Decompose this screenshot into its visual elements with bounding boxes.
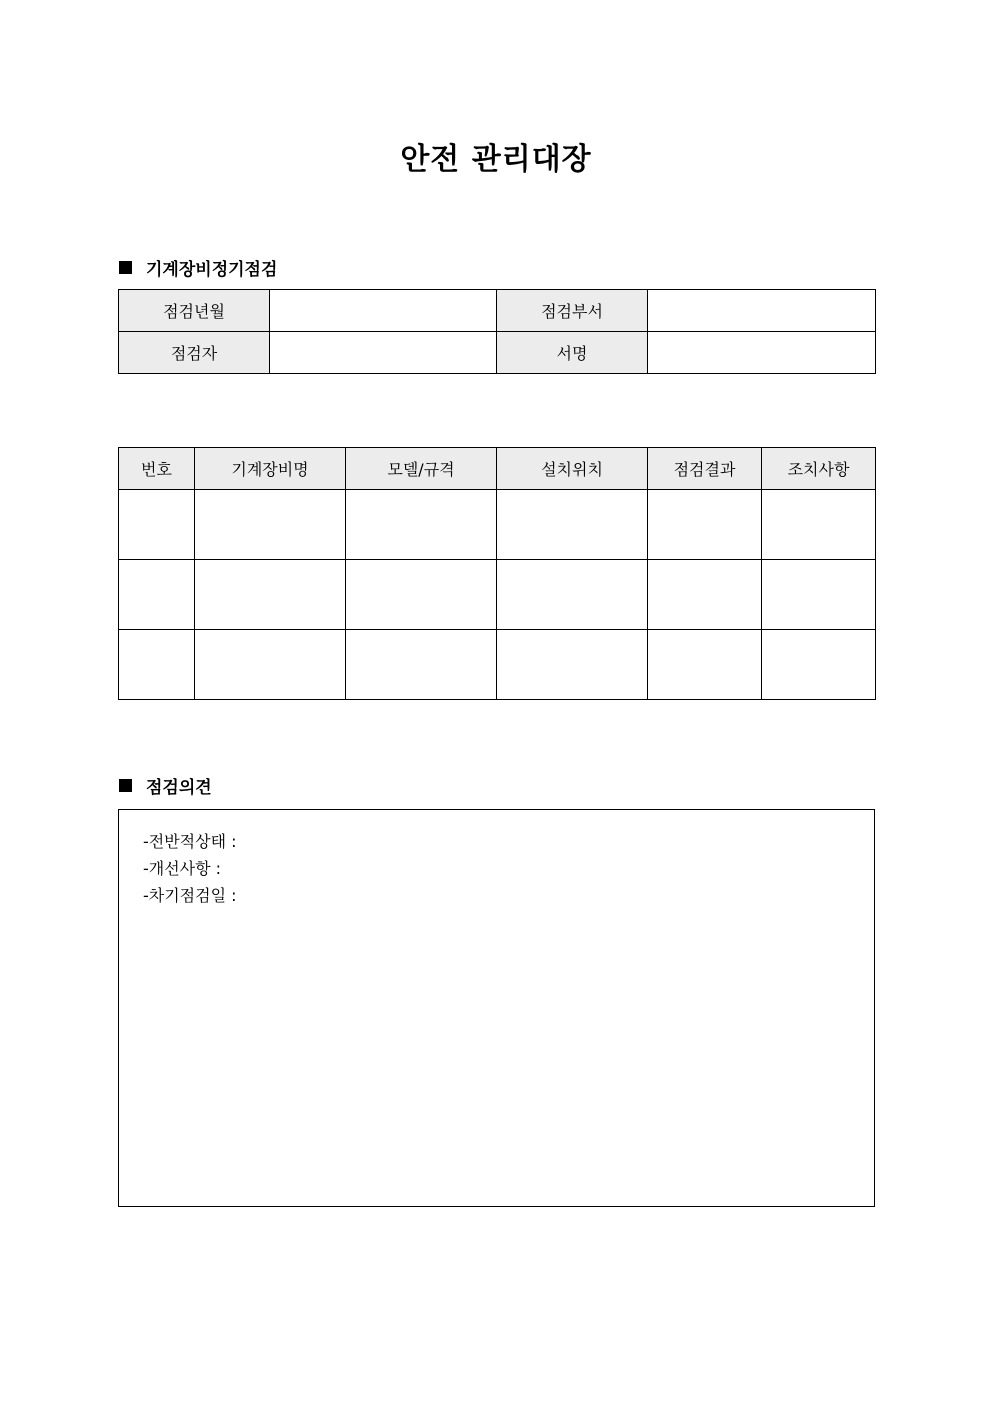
page-title: 안전 관리대장 [400,142,592,177]
section-label: 기계장비정기점검 [146,260,278,280]
table-row [119,290,876,332]
inspection-department-field[interactable] [648,290,876,332]
section-label: 점검의견 [146,778,212,798]
table-cell[interactable] [648,490,762,560]
label-inspector: 점검자 [119,332,270,374]
table-cell[interactable] [195,560,346,630]
table-cell[interactable] [346,560,497,630]
section-heading-inspection [119,255,277,280]
inspection-month-field[interactable] [270,290,497,332]
signature-field[interactable] [648,332,876,374]
label-signature: 서명 [497,332,648,374]
table-cell[interactable] [497,490,648,560]
table-cell[interactable] [762,490,876,560]
equipment-table [118,447,876,700]
column-header-model-spec: 모델/규격 [346,448,497,490]
square-bullet-icon [119,779,132,792]
table-cell[interactable] [119,490,195,560]
table-cell[interactable] [346,490,497,560]
table-cell[interactable] [648,630,762,700]
table-cell[interactable] [497,630,648,700]
table-cell[interactable] [762,630,876,700]
table-cell[interactable] [762,560,876,630]
opinion-line-overall-status: -전반적상태 : [143,832,237,851]
column-header-equipment-name: 기계장비명 [195,448,346,490]
table-row [119,332,876,374]
section-heading-opinion [119,773,212,798]
column-header-action: 조치사항 [762,448,876,490]
opinion-box[interactable] [118,809,875,1207]
column-header-location: 설치위치 [497,448,648,490]
table-cell[interactable] [195,630,346,700]
table-cell[interactable] [497,560,648,630]
table-row [119,630,876,700]
column-header-result: 점검결과 [648,448,762,490]
column-header-number: 번호 [119,448,195,490]
table-cell[interactable] [195,490,346,560]
table-cell[interactable] [648,560,762,630]
table-row [119,560,876,630]
table-cell[interactable] [119,630,195,700]
table-cell[interactable] [119,560,195,630]
table-cell[interactable] [346,630,497,700]
table-row [119,490,876,560]
inspection-info-table [118,289,876,374]
label-inspection-month: 점검년월 [119,290,270,332]
label-inspection-department: 점검부서 [497,290,648,332]
opinion-line-improvements: -개선사항 : [143,859,222,878]
opinion-line-next-inspection-date: -차기점검일 : [143,886,237,905]
inspector-field[interactable] [270,332,497,374]
opinion-lines [143,828,237,909]
square-bullet-icon [119,261,132,274]
table-header-row [119,448,876,490]
